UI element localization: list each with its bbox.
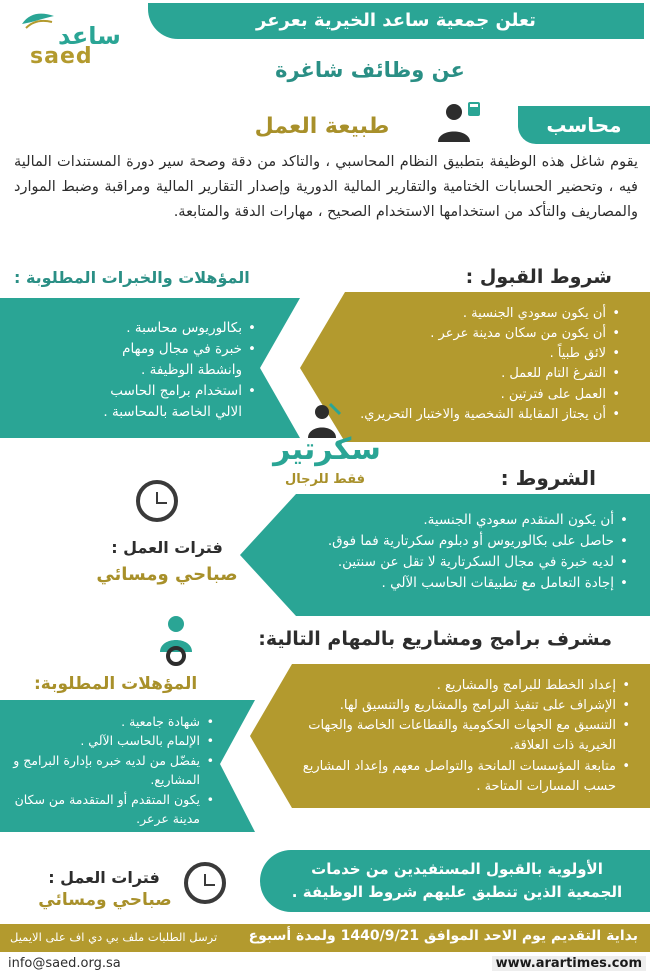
list-item: • التفرغ التام للعمل . — [360, 364, 620, 384]
supervisor-quals-title: المؤهلات المطلوبة: — [34, 674, 198, 694]
list-item: • إعداد الخطط للبرامج والمشاريع . — [280, 676, 630, 696]
supervisor-icon — [156, 614, 196, 666]
list-item: • العمل على فترتين . — [360, 385, 620, 405]
accountant-label: محاسب — [546, 113, 622, 137]
footer-send: ترسل الطلبات ملف بي دي اف على الايميل — [10, 930, 218, 944]
secretary-title: سكرتير — [273, 432, 381, 467]
list-item: • شهادة جامعية . — [12, 712, 214, 731]
saed-logo — [18, 8, 121, 72]
vacancies-title: عن وظائف شاغرة — [275, 58, 465, 82]
site-watermark: www.arartimes.com — [492, 956, 646, 971]
list-item: • إجادة التعامل مع تطبيقات الحاسب الآلي . — [288, 573, 628, 594]
quals-title: المؤهلات والخبرات المطلوبة : — [14, 268, 250, 287]
list-item: • أن يجتاز المقابلة الشخصية والاختبار التحريري. — [360, 405, 620, 425]
clock-icon-2 — [184, 862, 226, 904]
list-item: • متابعة المؤسسات المانحة والتواصل معهم وإعداد المشاريع حسب المسارات المتاحة . — [280, 757, 630, 797]
secretary-hours-title: فترات العمل : — [111, 538, 223, 557]
list-item: • أن يكون من سكان مدينة عرعر . — [360, 324, 620, 344]
leaf-icon — [20, 10, 56, 30]
list-item: • الإلمام بالحاسب الآلي . — [12, 731, 214, 750]
clock-icon — [136, 480, 178, 522]
list-item: • يفضّل من لديه خبره بإدارة البرامج و المشاريع. — [12, 751, 214, 790]
accountant-conditions-list — [360, 304, 620, 425]
list-item: • حاصل على بكالوريوس أو دبلوم سكرتارية فما فوق. — [288, 531, 628, 552]
secretary-note: فقط للرجال — [284, 472, 366, 487]
accountant-quals-list — [94, 318, 256, 423]
footer-email[interactable]: info@saed.org.sa — [8, 956, 121, 971]
nature-title: طبيعة العمل — [254, 114, 390, 139]
list-item: • بكالوريوس محاسبة . — [94, 318, 256, 339]
supervisor-title: مشرف برامج ومشاريع بالمهام التالية: — [258, 628, 612, 650]
list-item: • لائق طبياً . — [360, 344, 620, 364]
footer-start: بداية التقديم يوم الاحد الموافق 1440/9/21 ولمدة أسبوع — [248, 928, 638, 944]
announce-text: تعلن جمعية ساعد الخيرية بعرعر — [256, 10, 536, 31]
accountant-icon — [434, 100, 482, 144]
list-item: • أن يكون المتقدم سعودي الجنسية. — [288, 510, 628, 531]
conditions-title: شروط القبول : — [465, 266, 612, 288]
supervisor-hours: صباحي ومسائي — [38, 890, 172, 910]
logo-latin: saed — [30, 44, 93, 69]
secretary-conditions-list — [288, 510, 628, 594]
announce-banner — [148, 3, 644, 39]
list-item: • التنسيق مع الجهات الحكومية والقطاعات الخاصة والجهات الخيرية ذات العلاقة. — [280, 716, 630, 756]
secretary-conditions-title: الشروط : — [500, 466, 596, 490]
list-item: • أن يكون سعودي الجنسية . — [360, 304, 620, 324]
list-item: • لديه خبرة في مجال السكرتارية لا تقل عن سنتين. — [288, 552, 628, 573]
list-item: • خبرة في مجال ومهام وانشطة الوظيفة . — [94, 339, 256, 381]
supervisor-quals-list — [12, 712, 214, 828]
secretary-hours: صباحي ومسائي — [96, 564, 238, 585]
priority-banner — [260, 850, 650, 912]
list-item: • استخدام برامج الحاسب الالي الخاصة بالمحاسبة . — [94, 381, 256, 423]
nature-text: يقوم شاغل هذه الوظيفة بتطبيق النظام المحاسبي ، والتاكد من دقة وصحة سير دورة المستندات المالية فيه ، وتحضير الحسابات الختامية والتقارير المالية الدورية وإصدار التقارير المالية ومراقبة وضبط الموارد والمصاريف والتأكد من استخدامها الاستخدام الصحيح ، مهارات الدقة والمتابعة. — [14, 154, 638, 220]
supervisor-tasks-list — [280, 676, 630, 797]
accountant-badge — [518, 106, 650, 144]
supervisor-hours-title: فترات العمل : — [48, 868, 160, 887]
list-item: • الإشراف على تنفيذ البرامج والمشاريع والتنسيق لها. — [280, 696, 630, 716]
list-item: • يكون المتقدم أو المتقدمة من سكان مدينة عرعر. — [12, 790, 214, 829]
priority-text: الأولوية بالقبول المستفيدين من خدمات الجمعية الذين تنطبق عليهم شروط الوظيفة . — [291, 860, 623, 901]
logo-arabic: ساعد — [58, 22, 121, 50]
